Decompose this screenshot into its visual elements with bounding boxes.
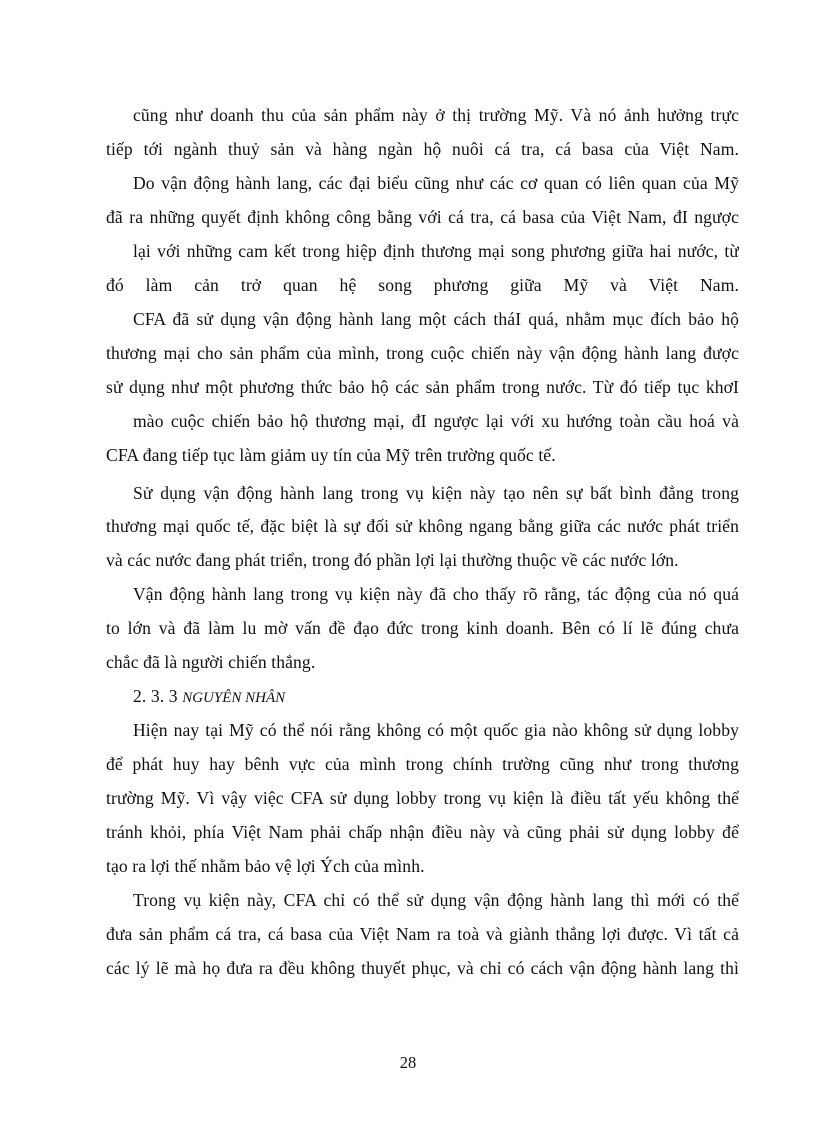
text-line: Do vận động hành lang, các đại biểu cũng như các cơ quan có liên quan của Mỹ — [133, 173, 739, 193]
text-line: đã ra những quyết định không công bằng với cá tra, cá basa của Việt Nam, đI ngược — [106, 207, 739, 227]
text-line: tiếp tới ngành thuỷ sản và hàng ngàn hộ nuôi cá tra, cá basa của Việt Nam. — [106, 139, 739, 159]
text-line: CFA đã sử dụng vận động hành lang một cách tháI quá, nhằm mục đích bảo hộ — [133, 309, 739, 329]
text-line: tạo ra lợi thế nhằm bảo vệ lợi Ých của mình. — [106, 856, 425, 876]
text-line: đưa sản phẩm cá tra, cá basa của Việt Nam ra toà và giành thắng lợi được. Vì tất cả — [106, 924, 739, 944]
text-line: to lớn và đã làm lu mờ vấn đề đạo đức trong kinh doanh. Bên có lí lẽ đúng chưa — [106, 618, 739, 638]
text-line: Vận động hành lang trong vụ kiện này đã cho thấy rõ rằng, tác động của nó quá — [133, 584, 739, 604]
page-number: 28 — [399, 1053, 417, 1072]
text-line: tránh khỏi, phía Việt Nam phải chấp nhận điều này và cũng phải sử dụng lobby để — [106, 822, 739, 842]
text-line: CFA đang tiếp tục làm giảm uy tín của Mỹ trên trường quốc tế. — [106, 445, 556, 465]
text-line: Trong vụ kiện này, CFA chỉ có thể sử dụng vận động hành lang thì mới có thể — [133, 890, 739, 910]
text-line: Hiện nay tại Mỹ có thể nói rằng không có một quốc gia nào không sử dụng lobby — [133, 720, 739, 740]
text-line: các lý lẽ mà họ đưa ra đều không thuyết phục, và chỉ có cách vận động hành lang thì — [106, 958, 739, 978]
text-line: thương mại cho sản phẩm của mình, trong cuộc chiến này vận động hành lang được — [106, 343, 739, 363]
section-heading — [133, 685, 285, 709]
text-line: sử dụng như một phương thức bảo hộ các sản phẩm trong nước. Từ đó tiếp tục khơI — [106, 377, 739, 397]
section-number: 2. 3. 3 — [133, 686, 178, 706]
text-line: mào cuộc chiến bảo hộ thương mại, đI ngược lại với xu hướng toàn cầu hoá và — [133, 411, 739, 431]
text-line: chắc đã là người chiến thắng. — [106, 652, 316, 672]
text-line: lại với những cam kết trong hiệp định thương mại song phương giữa hai nước, từ — [133, 241, 739, 261]
text-line: và các nước đang phát triển, trong đó phần lợi lại thường thuộc về các nước lớn. — [106, 550, 679, 570]
text-line: thương mại quốc tế, đặc biệt là sự đối sử không ngang bằng giữa các nước phát triển — [106, 516, 739, 536]
text-line: đó làm cản trở quan hệ song phương giữa Mỹ và Việt Nam. — [106, 275, 739, 295]
section-title: NGUYÊN NHÂN — [182, 690, 286, 706]
text-line: trường Mỹ. Vì vậy việc CFA sử dụng lobby trong vụ kiện là điều tất yếu không thể — [106, 788, 739, 808]
text-line: để phát huy hay bênh vực của mình trong chính trường cũng như trong thương — [106, 754, 739, 774]
text-line: cũng như doanh thu của sản phẩm này ở thị trường Mỹ. Và nó ảnh hưởng trực — [133, 105, 739, 125]
text-line: Sử dụng vận động hành lang trong vụ kiện này tạo nên sự bất bình đẳng trong — [133, 483, 739, 503]
